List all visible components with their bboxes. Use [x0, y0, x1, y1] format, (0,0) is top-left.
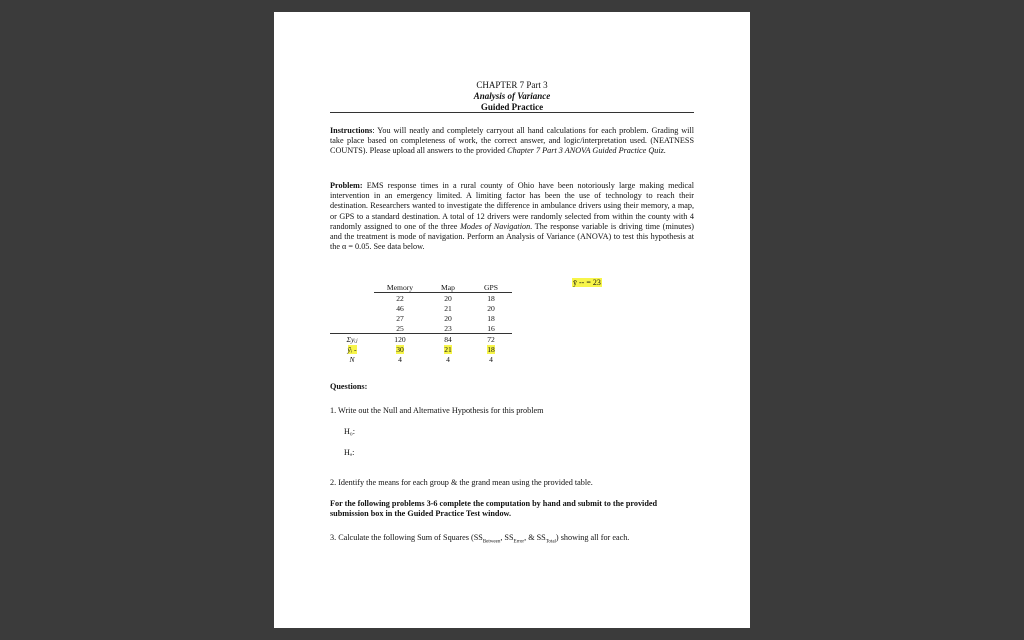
- null-hypothesis-label: H₀:: [344, 427, 356, 436]
- n-label: N: [349, 354, 355, 364]
- n-row: [330, 354, 512, 364]
- quiz-name: Chapter 7 Part 3 ANOVA Guided Practice Quiz.: [507, 146, 666, 156]
- table-cell: 20: [444, 313, 452, 323]
- problem-italic: Modes of Navigation: [460, 221, 531, 231]
- table-cell: 16: [487, 323, 495, 333]
- chapter-section: Guided Practice: [480, 102, 544, 112]
- question-3: 3. Calculate the following Sum of Squares ($SS_{Between}$, $SS_{Error}$, & $SS_{Total}$) showing all for each.: [330, 533, 630, 545]
- instructions-paragraph: [330, 126, 694, 157]
- bold-note: For the following problems 3-6 complete the computation by hand and submit to the provided submission box in the Guided Practice Test window.: [330, 499, 658, 519]
- sum-cell: 72: [470, 334, 512, 345]
- grand-mean: ȳ -- = 23: [573, 278, 601, 287]
- col-header: Map: [426, 282, 470, 293]
- table-cell: 18: [487, 313, 495, 323]
- table-header-row: [330, 282, 512, 293]
- table-cell: 27: [396, 313, 404, 323]
- questions-title: Questions:: [330, 382, 368, 391]
- table-cell: 20: [444, 293, 452, 303]
- alt-hypothesis-label: Hₐ:: [344, 448, 355, 457]
- mean-cell: 21: [444, 344, 452, 354]
- table-cell: 22: [396, 293, 404, 303]
- data-table: [330, 282, 512, 364]
- instructions-text: : You will neatly and completely carryout all hand calculations for each problem. Grading will take place based on completeness of work, the correct answer, and logic/interpretation used. (NEATNESS COUNTS). Please upload all answers to the provided: [330, 126, 694, 156]
- table-cell: 21: [444, 303, 452, 313]
- mean-cell: 30: [396, 344, 404, 354]
- table-row: [330, 293, 512, 304]
- table-cell: 18: [487, 293, 495, 303]
- col-header: GPS: [470, 282, 512, 293]
- n-cell: 4: [489, 354, 493, 364]
- sum-cell: 84: [426, 334, 470, 345]
- n-cell: 4: [398, 354, 402, 364]
- problem-text-1: EMS response times in a rural county of Ohio have been notoriously large making medical intervention in an emergency limited. A limiting factor has been the use of technology to reach their destination. Researchers wanted to investigate the difference in ambulance drivers using their memory, a map, or GPS to a standard destination. A total of 12 drivers were randomly selected from within the county with 4 randomly assigned to one of the three: [330, 181, 694, 231]
- sum-row: [330, 334, 512, 345]
- problem-text-2: . The response variable is driving time (minutes) and the treatment is mode of navigation. Perform an Analysis of Variance (ANOVA) to test this hypothesis at the α = 0.05. See data below.: [330, 221, 695, 252]
- table-cell: 25: [396, 323, 404, 333]
- chapter-subtitle: Analysis of Variance: [473, 91, 551, 101]
- document-header: [274, 80, 750, 113]
- table-cell: 20: [487, 303, 495, 313]
- document-page: [274, 12, 750, 628]
- instructions-label: Instructions: [330, 126, 373, 135]
- n-cell: 4: [446, 354, 450, 364]
- table-row: [330, 323, 512, 334]
- mean-row: [330, 344, 512, 354]
- table-row: [330, 303, 512, 313]
- table-row: [330, 313, 512, 323]
- mean-cell: 18: [487, 344, 495, 354]
- col-header: Memory: [374, 282, 426, 293]
- problem-paragraph: [330, 181, 694, 252]
- chapter-title: CHAPTER 7 Part 3: [476, 80, 548, 90]
- question-1: 1. Write out the Null and Alternative Hypothesis for this problem: [330, 406, 544, 415]
- sum-label: Σyᵢⱼ: [330, 334, 374, 345]
- question-2: 2. Identify the means for each group & the grand mean using the provided table.: [330, 478, 593, 487]
- problem-label: Problem:: [330, 181, 363, 190]
- header-divider: [330, 112, 694, 113]
- mean-label: ȳᵢ -: [347, 344, 357, 354]
- table-cell: 23: [444, 323, 452, 333]
- sum-cell: 120: [374, 334, 426, 345]
- table-cell: 46: [396, 303, 404, 313]
